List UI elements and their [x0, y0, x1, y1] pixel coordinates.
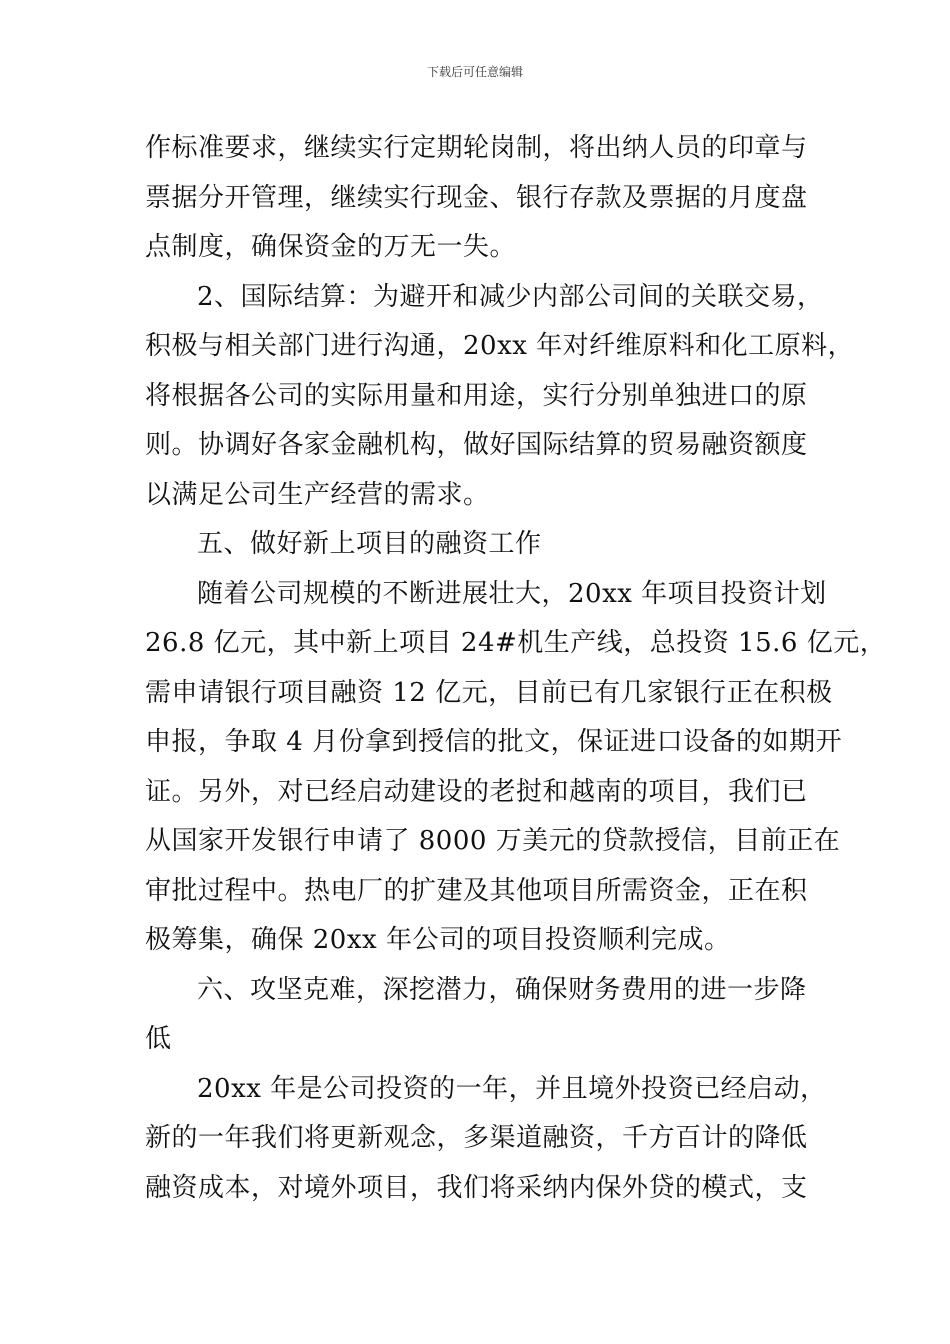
text-line: 以满足公司生产经营的需求。 [145, 479, 490, 510]
text-line: 融资成本，对境外项目，我们将采纳内保外贷的模式，支 [145, 1172, 808, 1203]
paragraph-start-line: 2、国际结算：为避开和减少内部公司间的关联交易， [197, 281, 824, 312]
page-header: 下载后可任意编辑 [426, 65, 523, 79]
text-line: 积极与相关部门进行沟通，20xx 年对纤维原料和化工原料， [145, 331, 855, 361]
section-heading: 五、做好新上项目的融资工作 [197, 529, 542, 559]
text-line: 需申请银行项目融资 12 亿元，目前已有几家银行正在积极 [145, 677, 833, 708]
text-line: 作标准要求，继续实行定期轮岗制，将出纳人员的印章与 [145, 133, 808, 163]
section-heading-continuation: 低 [145, 1024, 172, 1054]
text-line: 票据分开管理，继续实行现金、银行存款及票据的月度盘 [145, 182, 808, 213]
text-line: 证。另外，对已经启动建设的老挝和越南的项目，我们已 [145, 776, 808, 807]
document-body [145, 124, 887, 1213]
text-line: 极筹集，确保 20xx 年公司的项目投资顺利完成。 [145, 925, 731, 955]
text-line: 申报，争取 4 月份拿到授信的批文，保证进口设备的如期开 [145, 727, 843, 757]
text-line: 点制度，确保资金的万无一失。 [145, 232, 517, 262]
text-line: 从国家开发银行申请了 8000 万美元的贷款授信，目前正在 [145, 826, 841, 856]
text-line: 将根据各公司的实际用量和用途，实行分别单独进口的原 [145, 380, 808, 411]
section-heading: 六、攻坚克难，深挖潜力，确保财务费用的进一步降 [197, 974, 807, 1005]
paragraph-start-line: 20xx 年是公司投资的一年，并且境外投资已经启动， [197, 1073, 827, 1104]
text-line: 26.8 亿元，其中新上项目 24#机生产线，总投资 15.6 亿元， [145, 628, 887, 658]
paragraph-start-line: 随着公司规模的不断进展壮大，20xx 年项目投资计划 [197, 578, 827, 609]
text-line: 审批过程中。热电厂的扩建及其他项目所需资金，正在积 [145, 875, 808, 906]
text-line: 则。协调好各家金融机构，做好国际结算的贸易融资额度 [145, 430, 808, 460]
text-line: 新的一年我们将更新观念，多渠道融资，千方百计的降低 [145, 1123, 808, 1153]
